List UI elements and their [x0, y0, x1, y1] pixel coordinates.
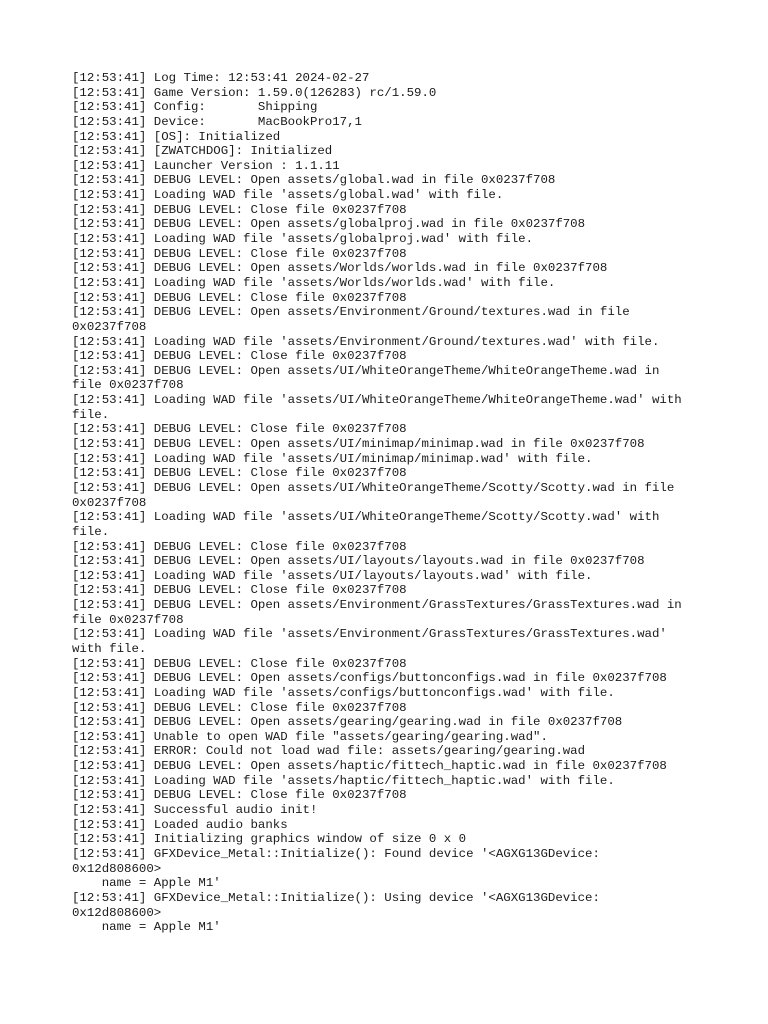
log-line: [12:53:41] DEBUG LEVEL: Close file 0x0237f708: [72, 466, 407, 481]
log-line: [12:53:41] DEBUG LEVEL: Close file 0x0237f708: [72, 788, 407, 803]
log-line: [12:53:41] Log Time: 12:53:41 2024-02-27: [72, 71, 370, 85]
log-line: [12:53:41] DEBUG LEVEL: Open assets/global.wad in file 0x0237f708: [72, 173, 556, 188]
log-line: [12:53:41] DEBUG LEVEL: Close file 0x0237f708: [72, 246, 407, 261]
log-line: [12:53:41] DEBUG LEVEL: Close file 0x0237f708: [72, 583, 407, 598]
log-line: [12:53:41] DEBUG LEVEL: Open assets/Worlds/worlds.wad in file 0x0237f708: [72, 261, 608, 276]
log-line: 0x12d808600>: [72, 861, 162, 876]
log-line: [12:53:41] Loading WAD file 'assets/haptic/fittech_haptic.wad' with file.: [72, 773, 615, 788]
log-line: [12:53:41] Device: MacBookPro17,1: [72, 114, 362, 129]
log-line: [12:53:41] DEBUG LEVEL: Open assets/UI/WhiteOrangeTheme/Scotty/Scotty.wad in file: [72, 480, 675, 495]
log-line: [12:53:41] DEBUG LEVEL: Close file 0x0237f708: [72, 656, 407, 671]
log-line: [12:53:41] DEBUG LEVEL: Open assets/gearing/gearing.wad in file 0x0237f708: [72, 715, 623, 730]
log-line: file.: [72, 524, 110, 539]
log-line: [12:53:41] Game Version: 1.59.0(126283) rc/1.59.0: [72, 85, 437, 100]
log-line: 0x12d808600>: [72, 905, 162, 920]
log-line: name = Apple M1': [72, 920, 221, 935]
log-line: [12:53:41] Unable to open WAD file "assets/gearing/gearing.wad".: [72, 729, 548, 744]
log-line: [12:53:41] Initializing graphics window of size 0 x 0: [72, 832, 467, 847]
log-line: [12:53:41] GFXDevice_Metal::Initialize(): Found device '<AGXG13GDevice:: [72, 846, 600, 861]
log-line: [12:53:41] DEBUG LEVEL: Close file 0x0237f708: [72, 349, 407, 364]
log-line: [12:53:41] Loaded audio banks: [72, 817, 288, 832]
log-line: file 0x0237f708: [72, 378, 184, 393]
log-line: [12:53:41] DEBUG LEVEL: Close file 0x0237f708: [72, 290, 407, 305]
log-line: [12:53:41] DEBUG LEVEL: Open assets/UI/layouts/layouts.wad in file 0x0237f708: [72, 554, 645, 569]
log-line: [12:53:41] Loading WAD file 'assets/UI/WhiteOrangeTheme/Scotty/Scotty.wad' with: [72, 510, 660, 525]
log-line: [12:53:41] Loading WAD file 'assets/configs/buttonconfigs.wad' with file.: [72, 685, 615, 700]
log-line: 0x0237f708: [72, 495, 147, 510]
log-line: [12:53:41] Loading WAD file 'assets/Environment/GrassTextures/GrassTextures.wad': [72, 627, 667, 642]
log-line: [12:53:41] DEBUG LEVEL: Open assets/Environment/Ground/textures.wad in file: [72, 305, 630, 320]
log-line: [12:53:41] [ZWATCHDOG]: Initialized: [72, 144, 333, 159]
log-line: [12:53:41] Loading WAD file 'assets/UI/WhiteOrangeTheme/WhiteOrangeTheme.wad' with: [72, 393, 682, 408]
log-line: [12:53:41] DEBUG LEVEL: Open assets/globalproj.wad in file 0x0237f708: [72, 217, 586, 232]
log-document: [72, 71, 702, 935]
log-line: file 0x0237f708: [72, 612, 184, 627]
log-line: [12:53:41] DEBUG LEVEL: Open assets/UI/WhiteOrangeTheme/WhiteOrangeTheme.wad in: [72, 363, 660, 378]
log-line: [12:53:41] Loading WAD file 'assets/Worlds/worlds.wad' with file.: [72, 275, 556, 290]
log-line: [12:53:41] Launcher Version : 1.1.11: [72, 158, 340, 173]
log-line: [12:53:41] Loading WAD file 'assets/globalproj.wad' with file.: [72, 232, 534, 247]
log-line: [12:53:41] Loading WAD file 'assets/UI/minimap/minimap.wad' with file.: [72, 451, 593, 466]
log-line: [12:53:41] DEBUG LEVEL: Open assets/configs/buttonconfigs.wad in file 0x0237f708: [72, 671, 667, 686]
log-line: [12:53:41] [OS]: Initialized: [72, 129, 281, 144]
log-line: [12:53:41] Loading WAD file 'assets/global.wad' with file.: [72, 188, 504, 203]
log-line: [12:53:41] ERROR: Could not load wad file: assets/gearing/gearing.wad: [72, 744, 586, 759]
log-line: file.: [72, 407, 110, 422]
log-line: [12:53:41] DEBUG LEVEL: Close file 0x0237f708: [72, 422, 407, 437]
log-line: [12:53:41] DEBUG LEVEL: Open assets/UI/minimap/minimap.wad in file 0x0237f708: [72, 437, 645, 452]
log-line: [12:53:41] Successful audio init!: [72, 803, 318, 818]
log-line: [12:53:41] DEBUG LEVEL: Close file 0x0237f708: [72, 539, 407, 554]
log-line: with file.: [72, 641, 147, 656]
log-line: [12:53:41] Config: Shipping: [72, 100, 318, 115]
log-line: 0x0237f708: [72, 319, 147, 334]
log-line: [12:53:41] DEBUG LEVEL: Close file 0x0237f708: [72, 700, 407, 715]
log-line: name = Apple M1': [72, 876, 221, 891]
log-line: [12:53:41] GFXDevice_Metal::Initialize(): Using device '<AGXG13GDevice:: [72, 890, 600, 905]
log-line: [12:53:41] Loading WAD file 'assets/UI/layouts/layouts.wad' with file.: [72, 568, 593, 583]
log-line: [12:53:41] DEBUG LEVEL: Open assets/Environment/GrassTextures/GrassTextures.wad in: [72, 598, 682, 613]
log-line: [12:53:41] DEBUG LEVEL: Open assets/haptic/fittech_haptic.wad in file 0x0237f708: [72, 759, 667, 774]
log-line: [12:53:41] DEBUG LEVEL: Close file 0x0237f708: [72, 202, 407, 217]
log-line: [12:53:41] Loading WAD file 'assets/Environment/Ground/textures.wad' with file.: [72, 334, 660, 349]
